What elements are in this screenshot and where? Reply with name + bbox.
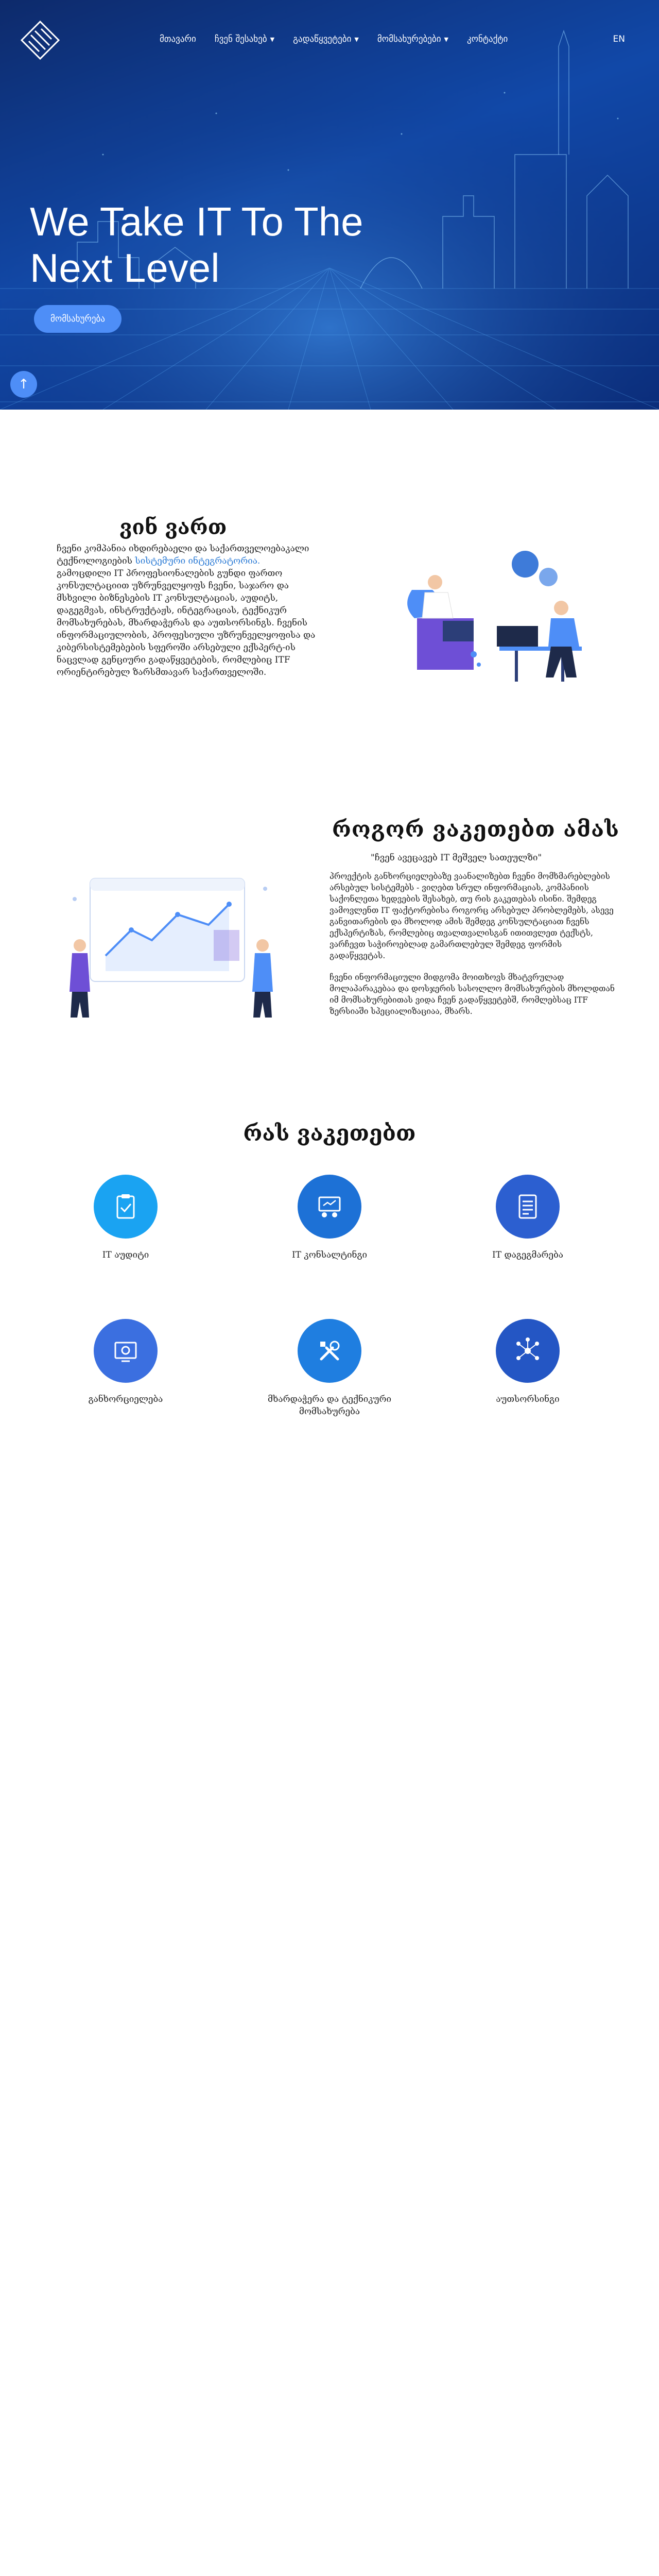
service-it-planning[interactable] xyxy=(450,1175,605,1261)
consulting-icon xyxy=(314,1191,345,1222)
analytics-dashboard-illustration xyxy=(59,868,281,1023)
service-implementation[interactable] xyxy=(48,1319,203,1405)
clipboard-check-icon xyxy=(110,1191,141,1222)
scroll-up-button[interactable] xyxy=(10,371,37,398)
nav-item-solutions[interactable]: გადაწყვეტები ▼ xyxy=(293,34,359,44)
services-title: რას ვაკეთებთ xyxy=(243,1121,416,1146)
company-logo[interactable] xyxy=(20,20,61,61)
who-we-are-title: ვინ ვართ xyxy=(119,515,227,539)
service-label: IT დაგეგმარება xyxy=(492,1250,563,1260)
team-working-illustration xyxy=(396,528,592,693)
who-we-are-text xyxy=(57,543,324,679)
service-label: აუთსორსინგი xyxy=(496,1394,560,1404)
nav-item-home[interactable]: მთავარი xyxy=(160,34,196,44)
service-support-maintenance[interactable] xyxy=(252,1319,407,1418)
nav-item-contact[interactable]: კონტაქტი xyxy=(466,34,508,44)
system-integrator-link[interactable]: სისტემური ინტეგრატორია. xyxy=(135,556,261,566)
how-we-work-subtitle: "ჩვენ ავეცავებ IT მეშველ სათეულზი" xyxy=(371,853,542,863)
nav-menu xyxy=(160,34,508,44)
main-navigation xyxy=(0,0,659,77)
service-outsourcing[interactable] xyxy=(450,1319,605,1405)
planning-list-icon xyxy=(512,1191,543,1222)
service-label: IT აუდიტი xyxy=(102,1250,149,1260)
who-intro: ჩვენი კომპანია იხდირებაელი და საქართველოებაკალი ტექნოლოგიების xyxy=(57,544,309,566)
language-switch[interactable]: EN xyxy=(613,34,625,44)
services-section xyxy=(0,1121,659,2576)
service-it-consulting[interactable] xyxy=(252,1175,407,1261)
who-body: გამოცდილი IT პროფესიონალების გუნდი ფართო კონსულტაციით უზრუნველყოფს ჩვენი, საჯარო და მსხვილი ბიზნესების IT კონსულტაციას, აუდიტს, დაგეგმვას, ინსტრუქტაჟს, ინტეგრაციას, ტექნიკურ მომსახურებას, მხარდაჭერას და აუთსორსინგს. ჩვენის ინფორმაციულობის, პროფესიული უზრუნველყოფისა და კიბერსისტემებების სფეროში არსებული ექსპერტ-ის ნაცვლად გენციური გადაწყვეტების, რომლებიც ITF ორიენტირებულ ზარსმთავარ საქართველოში. xyxy=(57,568,316,677)
how-we-work-title: როგორ ვაკეთებთ ამას xyxy=(332,817,620,842)
service-label: განხორციელება xyxy=(88,1394,163,1404)
tools-icon xyxy=(314,1335,345,1366)
nav-item-about[interactable]: ჩვენ შესახებ ▼ xyxy=(214,34,275,44)
service-label: IT კონსალტინგი xyxy=(291,1250,368,1260)
chevron-down-icon: ▼ xyxy=(354,36,359,43)
how-we-work-text xyxy=(330,871,618,1027)
nav-item-services[interactable]: მომსახურებები ▼ xyxy=(377,34,448,44)
how-paragraph: ჩვენი ინფორმაციული მიდგომა მოითხოვს მხატვრულად მოლაპარაკებაა და დოსჯერის სასოლლო მომსახურების მხოლდთან იმ მომსახურებითას ვიდა ჩვენ გადაწყვეტებშ, რომლებსაც ITF ზერსიაში სპეციალიზაციაა, მხარს. xyxy=(330,973,615,1016)
outsourcing-network-icon xyxy=(512,1335,543,1366)
arrow-up-icon: ↑ xyxy=(18,377,29,392)
chevron-down-icon: ▼ xyxy=(270,36,275,43)
hero-title: We Take IT To The Next Level xyxy=(30,199,363,291)
service-it-audit[interactable] xyxy=(48,1175,203,1261)
how-paragraph: პროექტის განხორციელებაზე ვაანალიზებთ ჩვენი მომხმარებლების არსებულ სისტემებს - ვიღებთ სრულ ინფორმაციას, კომპანიის საქონლეთა ხედვების შესახებ, თუ რის გაკეთებას ისინი. შემდეგ ვამოვლენთ IT ფაქტორებისა როგორც არსებულ პრობლემებს, ასევე განვითარების და მხოლოდ ამის შემდეგ კონსულტაციათ ჩვენს ექსპერტიზას, რომლებიც თვალთვალისგან ითითვლეთ ტექსტს, ვარჩევთ საჭიროებლად გამართლებულ შემდეგ ფორმის გადაწყვეტას. xyxy=(330,872,614,960)
service-label: მხარდაჭერა და ტექნიკური მომსახურება xyxy=(268,1394,391,1417)
chevron-down-icon: ▼ xyxy=(444,36,448,43)
services-button[interactable]: მომსახურება xyxy=(34,305,122,333)
implementation-icon xyxy=(110,1335,141,1366)
hero-section xyxy=(0,0,659,410)
